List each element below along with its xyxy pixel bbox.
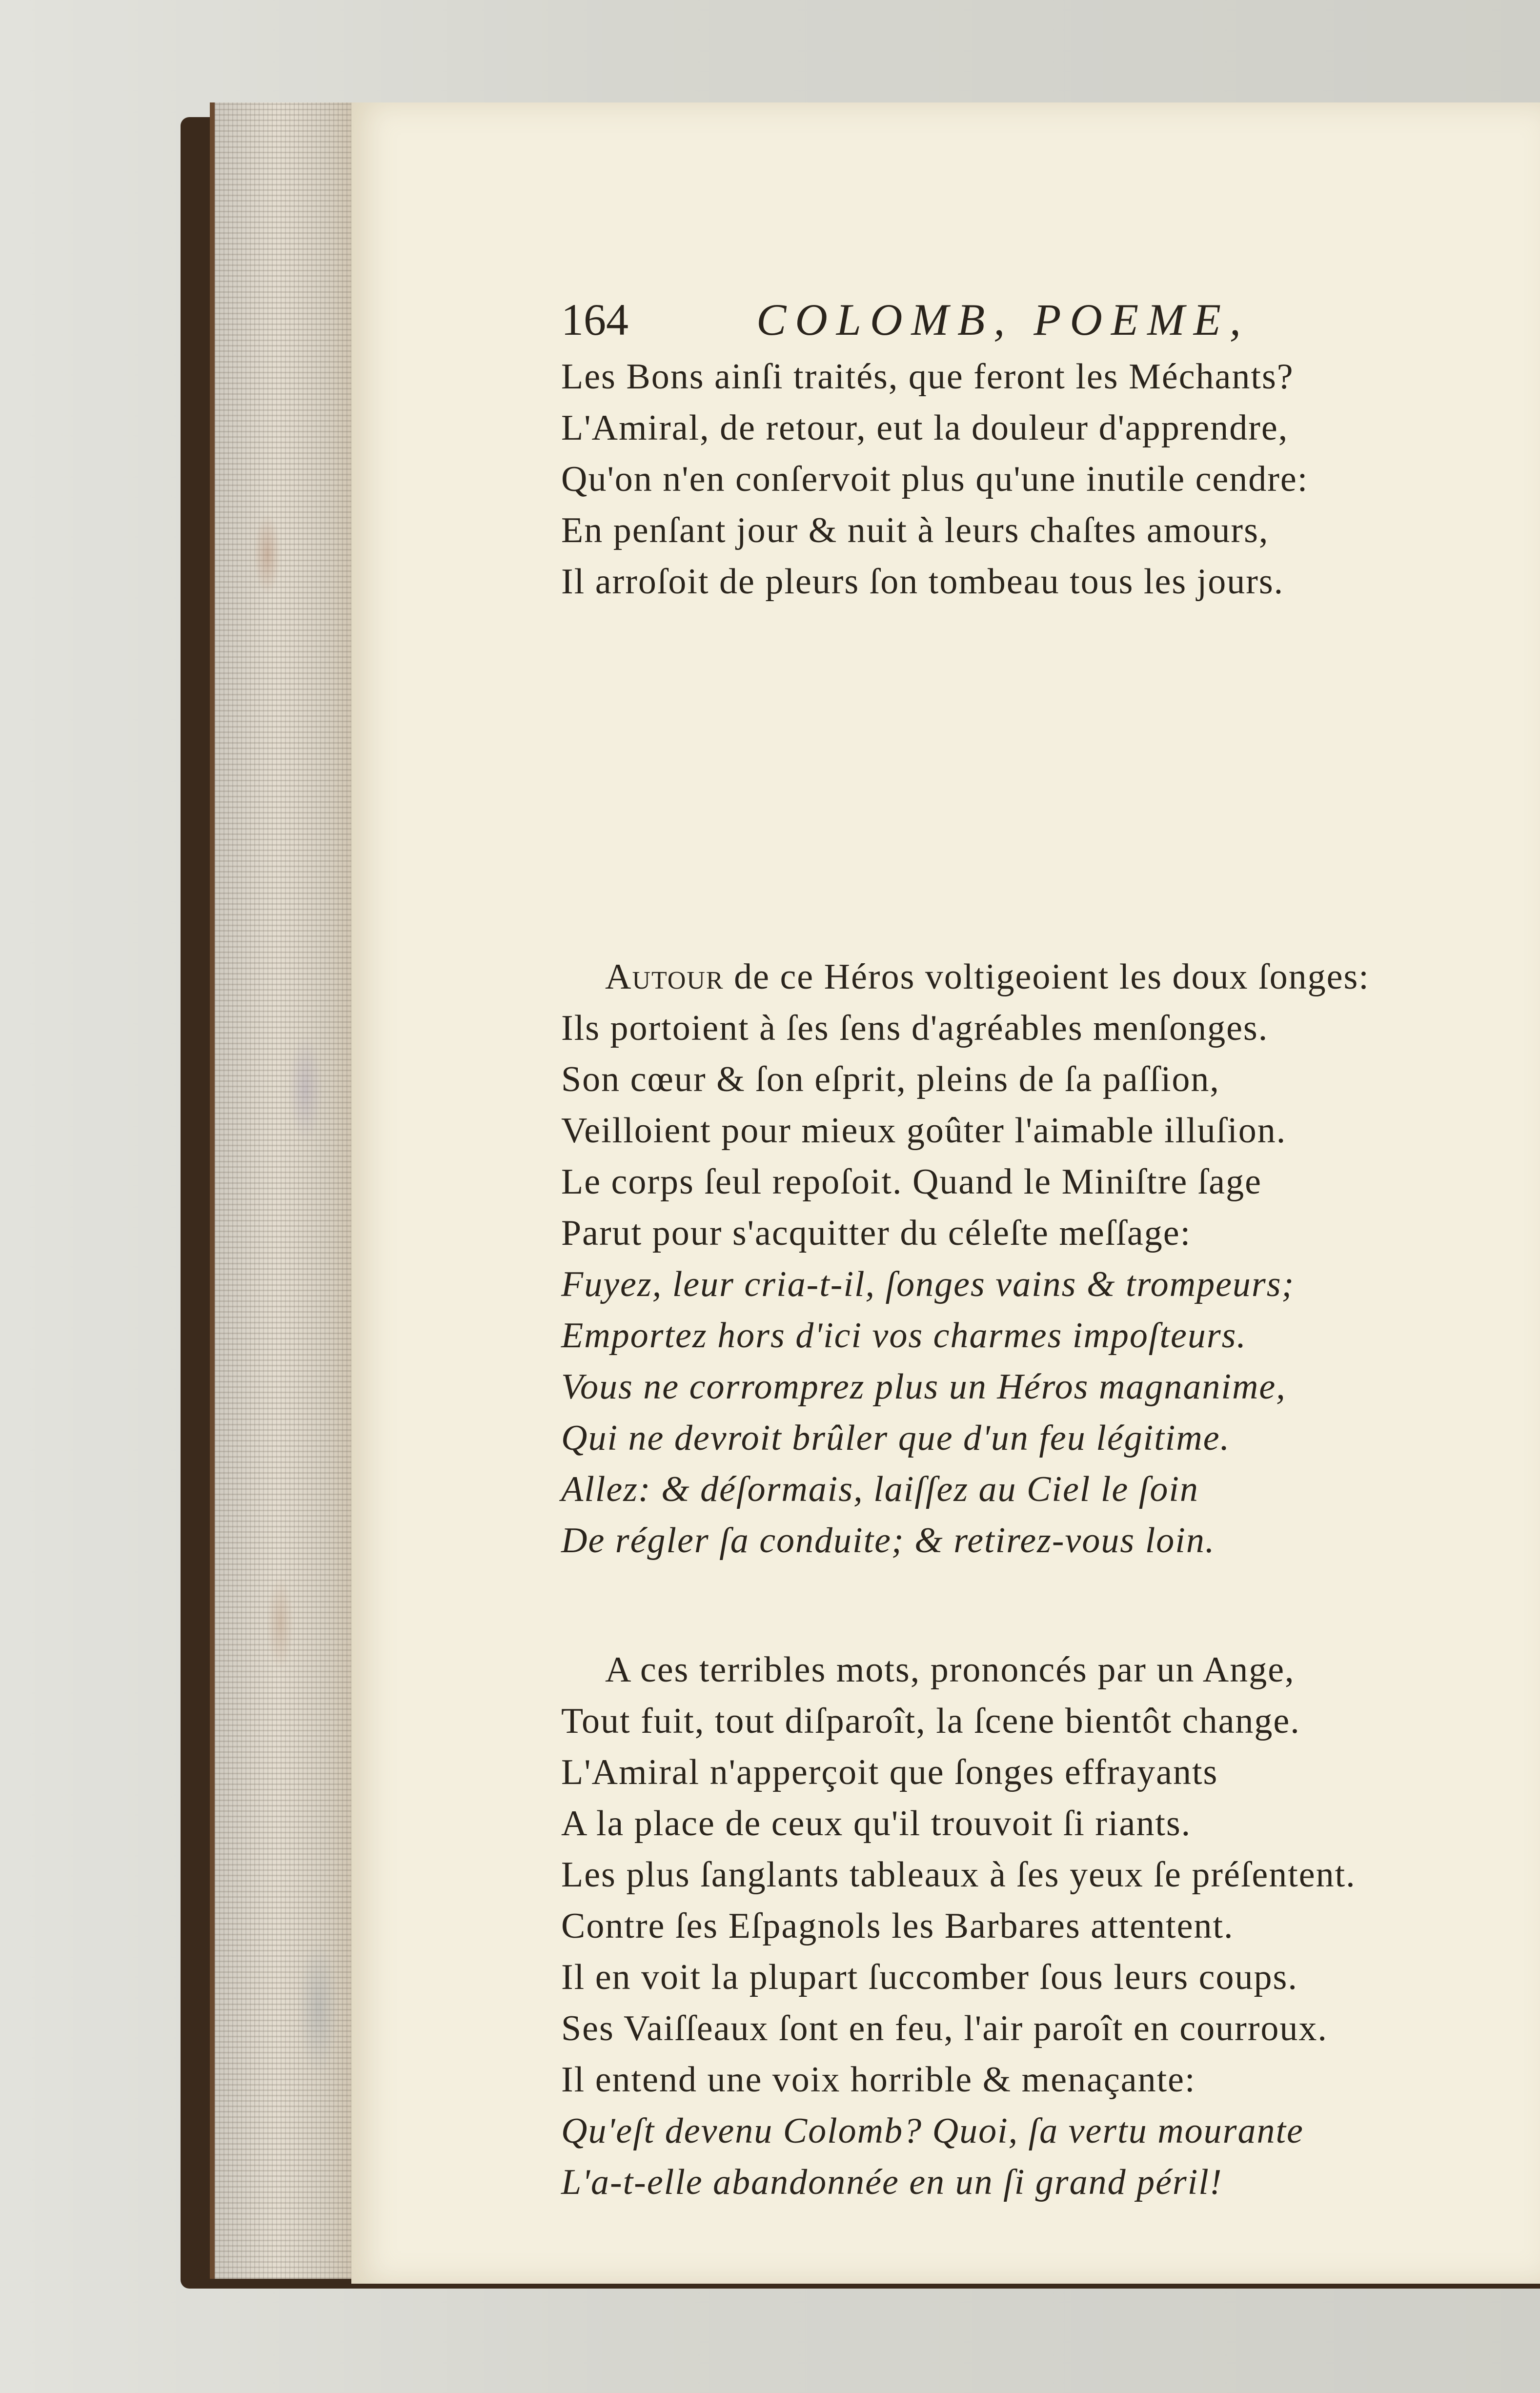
verse-line: Il entend une voix horrible & menaçante: bbox=[561, 2060, 1196, 2100]
running-head-title: COLOMB, POEME, bbox=[756, 295, 1250, 345]
verse-line: Qu'eſt devenu Colomb? Quoi, ſa vertu mourante bbox=[561, 2111, 1304, 2151]
stanza-1 bbox=[561, 351, 1469, 608]
page-number: 164 bbox=[561, 295, 628, 345]
stanza-opening-word: Autour bbox=[605, 957, 724, 997]
verse-line: Les Bons ainſi traités, que feront les Méchants? bbox=[561, 357, 1294, 397]
verse-line: Il arroſoit de pleurs ſon tombeau tous les jours. bbox=[561, 562, 1284, 602]
verse-line: Les plus ſanglants tableaux à ſes yeux ſe préſentent. bbox=[561, 1855, 1356, 1895]
verse-line: Allez: & déſormais, laiſſez au Ciel le ſoin bbox=[561, 1469, 1199, 1509]
verse-line: L'Amiral, de retour, eut la douleur d'apprendre, bbox=[561, 408, 1289, 448]
verse-line: Emportez hors d'ici vos charmes impoſteurs. bbox=[561, 1316, 1247, 1356]
verse-line: Le corps ſeul repoſoit. Quand le Miniſtre ſage bbox=[561, 1162, 1262, 1202]
verse-line: Veilloient pour mieux goûter l'aimable illuſion. bbox=[561, 1111, 1287, 1151]
running-head bbox=[561, 288, 1469, 351]
marbled-edge bbox=[229, 127, 356, 2264]
verse-line: Qu'on n'en conſervoit plus qu'une inutile cendre: bbox=[561, 459, 1309, 499]
verse-line: Ses Vaiſſeaux ſont en feu, l'air paroît en courroux. bbox=[561, 2008, 1328, 2048]
verse-line-rest: de ce Héros voltigeoient les doux ſonges: bbox=[724, 957, 1370, 997]
verse-line: En penſant jour & nuit à leurs chaſtes amours, bbox=[561, 510, 1269, 550]
verse-line: Qui ne devroit brûler que d'un feu légitime. bbox=[561, 1418, 1231, 1458]
verse-line: Son cœur & ſon eſprit, pleins de ſa paſſion, bbox=[561, 1059, 1220, 1099]
verse-line: Vous ne corromprez plus un Héros magnanime, bbox=[561, 1367, 1286, 1407]
verse-line: Ils portoient à ſes ſens d'agréables menſonges. bbox=[561, 1008, 1269, 1048]
verse-line bbox=[561, 952, 1469, 1003]
stanza-3 bbox=[561, 1644, 1469, 2208]
stanza-2 bbox=[561, 952, 1469, 1566]
verse-line: De régler ſa conduite; & retirez-vous loin. bbox=[561, 1521, 1216, 1561]
verse-line: Fuyez, leur cria-t-il, ſonges vains & trompeurs; bbox=[561, 1264, 1295, 1304]
verse-line: Tout fuit, tout diſparoît, la ſcene bientôt change. bbox=[561, 1701, 1300, 1741]
verse-line: Parut pour s'acquitter du céleſte meſſage: bbox=[561, 1213, 1192, 1253]
verse-line: L'Amiral n'apperçoit que ſonges effrayants bbox=[561, 1752, 1218, 1792]
verse-line: L'a-t-elle abandonnée en un ſi grand péril! bbox=[561, 2162, 1223, 2202]
verse-line: Contre ſes Eſpagnols les Barbares attentent. bbox=[561, 1906, 1234, 1946]
verse-line: A ces terribles mots, prononcés par un Ange, bbox=[605, 1650, 1295, 1690]
verse-line: A la place de ceux qu'il trouvoit ſi riants. bbox=[561, 1804, 1192, 1844]
verse-line: Il en voit la plupart ſuccomber ſous leurs coups. bbox=[561, 1957, 1298, 1997]
